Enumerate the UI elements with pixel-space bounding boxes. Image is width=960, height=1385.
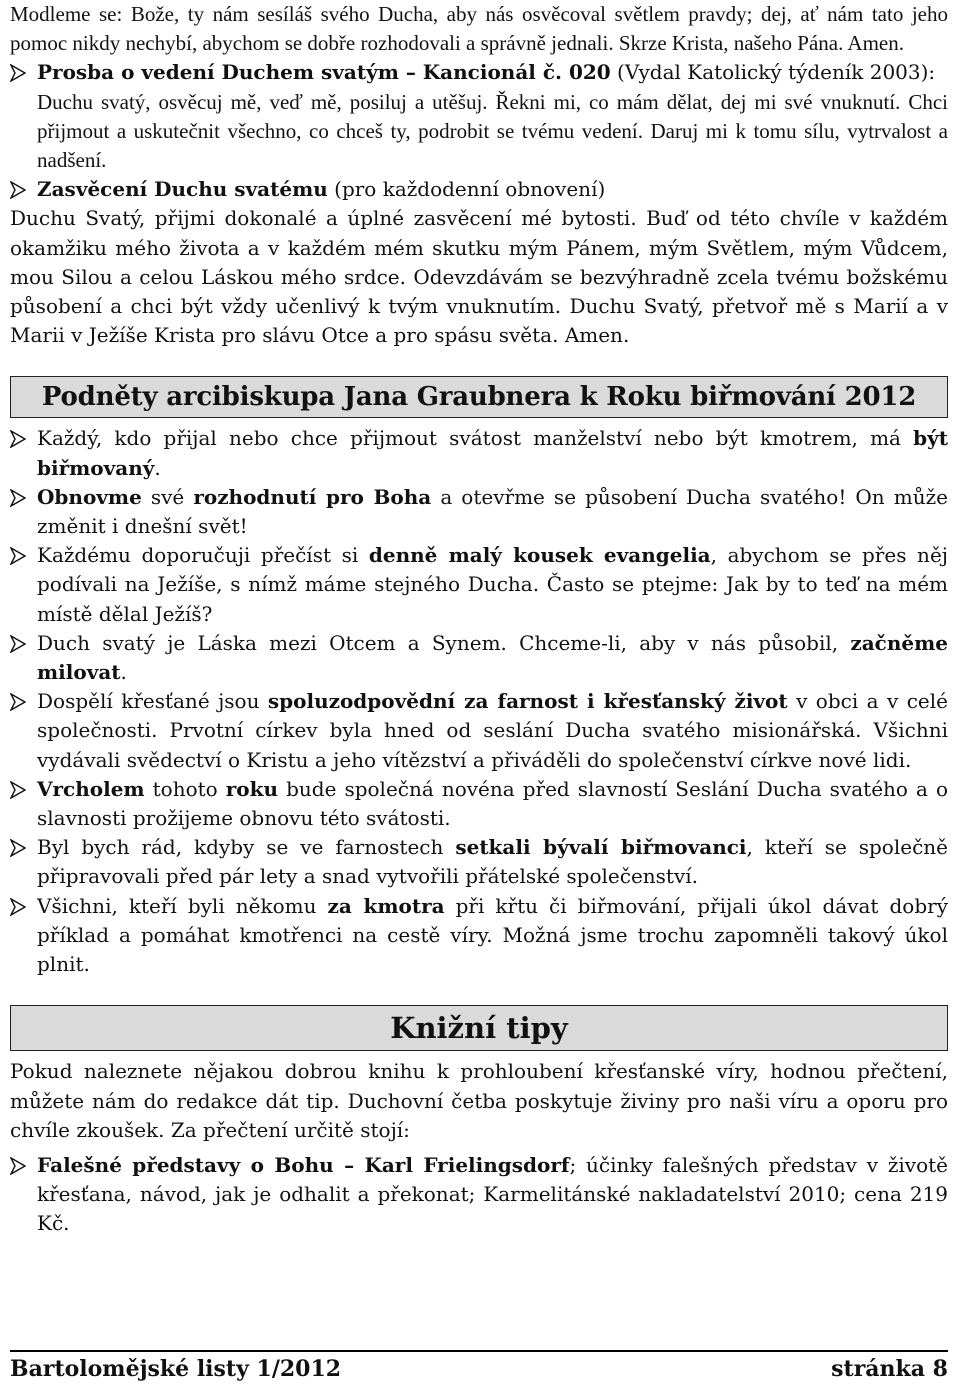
- bullet-text: tohoto: [144, 776, 226, 801]
- arrowhead-bullet-icon: [10, 693, 28, 711]
- page-number: stránka 8: [831, 1356, 948, 1382]
- zasveceni-title: Zasvěcení Duchu svatému: [37, 177, 328, 202]
- bullet-text: Každý, kdo přijal nebo chce přijmout svátost manželství nebo být kmotrem, má: [37, 426, 914, 451]
- bullet-text: Každému doporučuji přečíst si: [37, 543, 369, 568]
- book-description: ; účinky falešných představ v životě křesťana, návod, jak je odhalit a překonat; Karmelitánské nakladatelství 2010; cena 219 Kč.: [37, 1152, 949, 1236]
- bullet-text: bude společná novéna před slavností Seslání Ducha svatého a o slavnosti prožijeme obnovu této svátosti.: [37, 776, 948, 831]
- arrowhead-bullet-icon: [10, 839, 28, 857]
- arrowhead-bullet-icon: [10, 64, 28, 82]
- section-heading-knizni-tipy: Knižní tipy: [10, 1005, 948, 1051]
- list-item: [10, 833, 948, 891]
- bullet-strong: začněme milovat: [37, 630, 948, 685]
- bullet-text: Duch svatý je Láska mezi Otcem a Synem. Chceme-li, aby v nás působil,: [37, 630, 851, 655]
- bullet-text: Byl bych rád, kdyby se ve farnostech: [37, 835, 456, 860]
- bullet-strong: být biřmovaný: [37, 426, 948, 480]
- list-item: [10, 424, 948, 482]
- arrowhead-bullet-icon: [10, 547, 28, 565]
- bullet-text: při křtu či biřmování, přijali úkol dávat dobrý příklad a pomáhat kmotřenci na cestě víry. Možná jsme trochu zapomněli takový úkol plnit.: [37, 893, 948, 977]
- bullet-strong: rozhodnutí pro Boha: [193, 484, 432, 509]
- prosba-block: [37, 58, 948, 87]
- bullet-text: v obci a v celé společnosti. Prvotní církev byla hned od seslání Ducha svatého misionářská. Všichni vydávali svědectví o Kristu a jeho vítězství a přiváděli do společenství církve nové lidi.: [37, 689, 948, 772]
- list-item: [10, 629, 948, 687]
- arrowhead-bullet-icon: [10, 781, 28, 799]
- bullet-text: , kteří se společně připravovali před pár lety a snad vytvořili přátelské společenství.: [37, 835, 949, 889]
- zasveceni-text: Duchu Svatý, přijmi dokonalé a úplné zasvěcení mé bytosti. Buď od této chvíle v každém okamžiku mého života a v každém mém skutku mým Pánem, mým Světlem, mým Vůdcem, mou Silou a celou Láskou mého srdce. Odevzdávám se bezvýhradně zcela tvému božskému působení a chci být vždy učenlivý k tvým vnuknutím. Duchu Svatý, přetvoř mě s Marií a v Marii v Ježíše Krista pro slávu Otce a pro spásu světa. Amen.: [10, 206, 948, 348]
- book-title: Falešné představy o Bohu – Karl Frielingsdorf: [37, 1152, 570, 1177]
- bullet-text: své: [141, 484, 194, 509]
- bullet-text: Všichni, kteří byli někomu: [37, 893, 328, 918]
- bullet-strong: za kmotra: [327, 893, 445, 918]
- publication-name: Bartolomějské listy 1/2012: [10, 1356, 342, 1382]
- arrowhead-bullet-icon: [10, 181, 28, 199]
- bullet-strong: roku: [225, 776, 279, 801]
- arrowhead-bullet-icon: [10, 635, 28, 653]
- list-item-prosba: [10, 58, 948, 87]
- arrowhead-bullet-icon: [10, 430, 28, 448]
- zasveceni-note: (pro každodenní obnovení): [327, 177, 606, 202]
- list-item: [10, 483, 948, 541]
- zasveceni-heading: [37, 175, 948, 204]
- bullet-strong: setkali bývalí biřmovanci: [455, 835, 747, 860]
- list-item: [10, 775, 948, 833]
- page-content: [10, 0, 948, 1239]
- prosba-title: Prosba o vedení Duchem svatým – Kancionál č. 020: [37, 60, 611, 85]
- prosba-text: Duchu svatý, osvěcuj mě, veď mě, posiluj a utěšuj. Řekni mi, co mám dělat, dej mi své vnuknutí. Chci přijmout a uskutečnit všechno, co chceš ty, podrobit se tvému vedení. Daruj mi k tomu sílu, vytrvalost a nadšení.: [37, 89, 948, 173]
- list-item-book: [10, 1151, 948, 1239]
- bullet-text: .: [120, 660, 127, 685]
- book-tips-intro: Pokud naleznete nějakou dobrou knihu k prohloubení křesťanské víry, hodnou přečtení, můžete nám do redakce dát tip. Duchovní četba poskytuje živiny pro naši víru a oporu pro chvíle zkoušek. Za přečtení určitě stojí:: [10, 1059, 948, 1142]
- arrowhead-bullet-icon: [10, 898, 28, 916]
- arrowhead-bullet-icon: [10, 1157, 28, 1175]
- list-item: [10, 687, 948, 775]
- bullet-text: a otevřme se působení Ducha svatého! On může změnit i dnešní svět!: [37, 484, 948, 539]
- bullet-text: .: [154, 455, 161, 480]
- section-heading-podnety: Podněty arcibiskupa Jana Graubnera k Roku biřmování 2012: [10, 376, 948, 418]
- bullet-strong: Vrcholem: [37, 776, 145, 801]
- arrowhead-bullet-icon: [10, 489, 28, 507]
- list-item: [10, 541, 948, 629]
- bullet-strong: Obnovme: [37, 484, 142, 509]
- bullet-text: , abychom se přes něj podívali na Ježíše, s nímž máme stejného Ducha. Často se ptejme: Jak by to teď na mém místě dělal Ježíš?: [37, 543, 948, 626]
- prayer-ending: Modleme se: Bože, ty nám sesíláš svého Ducha, aby nás osvěcoval světlem pravdy; dej, ať nám tato jeho pomoc nikdy nechybí, abychom se dobře rozhodovali a správně jednali. Skrze Krista, našeho Pána. Amen.: [10, 2, 948, 56]
- bullet-strong: denně malý kousek evangelia: [368, 543, 711, 568]
- list-item: [10, 892, 948, 980]
- list-item-zasveceni: [10, 175, 948, 204]
- bullet-strong: spoluzodpovědní za farnost i křesťanský život: [267, 689, 788, 714]
- page-footer: [10, 1350, 948, 1384]
- prosba-note: (Vydal Katolický týdeník 2003):: [610, 60, 936, 85]
- bullet-text: Dospělí křesťané jsou: [37, 689, 268, 714]
